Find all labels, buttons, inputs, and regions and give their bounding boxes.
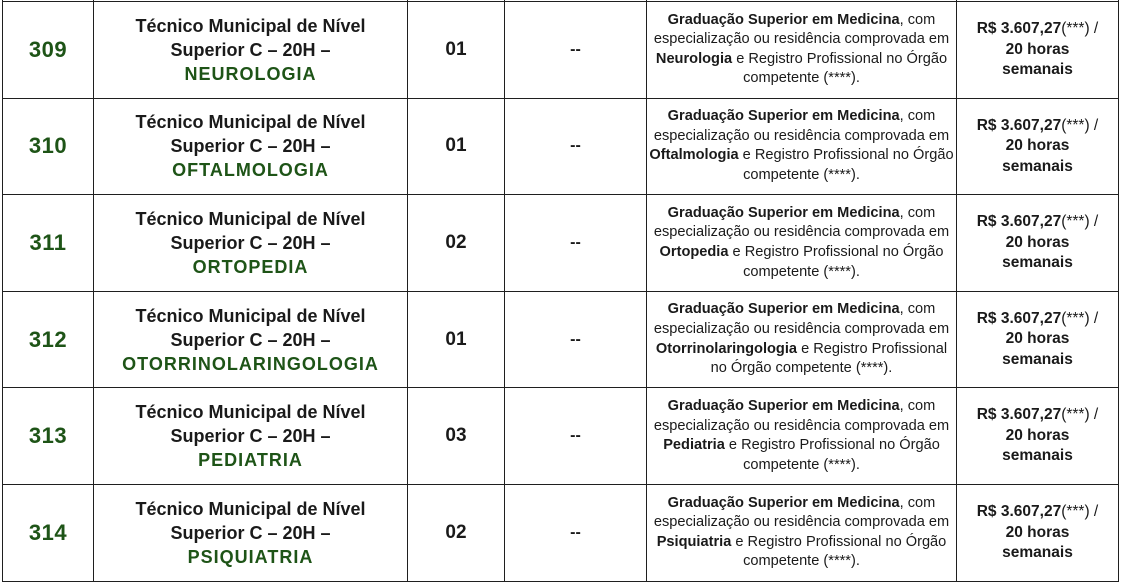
position-title-line1: Técnico Municipal de Nível <box>135 15 366 36</box>
position-title-line1: Técnico Municipal de Nível <box>135 112 366 133</box>
position-code: 312 <box>3 291 94 388</box>
reserve-count: -- <box>505 388 647 485</box>
salary-hours: 20 horas semanais <box>1002 523 1073 562</box>
requirements-prefix: com especialização ou residência comprovada em <box>653 397 950 434</box>
salary <box>957 98 1119 195</box>
vacancies-count: 01 <box>408 98 505 195</box>
requirements-specialty: Oftalmologia <box>649 147 739 164</box>
table-row <box>3 291 1119 388</box>
table-row <box>3 2 1119 99</box>
requirements-specialty: Pediatria <box>663 437 725 454</box>
specialty-name: OFTALMOLOGIA <box>172 160 329 181</box>
salary-value: R$ 3.607,27 <box>976 309 1062 327</box>
salary-value: R$ 3.607,27 <box>976 213 1062 231</box>
requirements: Graduação Superior em Medicina, com especialização ou residência comprovada em Pediatria e Registro Profissional no Órgão competente (****). <box>647 388 957 485</box>
requirements-degree: Graduação Superior em Medicina <box>667 397 900 414</box>
requirements: Graduação Superior em Medicina, com especialização ou residência comprovada em Oftalmologia e Registro Profissional no Órgão competente (****). <box>647 98 957 195</box>
requirements-prefix: com especialização ou residência comprovada em <box>653 204 950 241</box>
specialty-name: PSIQUIATRIA <box>187 546 314 567</box>
position-title-line1: Técnico Municipal de Nível <box>135 498 366 519</box>
reserve-count: -- <box>505 98 647 195</box>
position-code: 314 <box>3 484 94 581</box>
specialty-name: PEDIATRIA <box>198 450 303 471</box>
requirements-specialty: Neurologia <box>655 50 733 67</box>
position-title <box>94 388 408 485</box>
position-title <box>94 195 408 292</box>
requirements-suffix: e Registro Profissional no Órgão competente (****). <box>728 437 940 473</box>
position-title <box>94 484 408 581</box>
position-code: 313 <box>3 388 94 485</box>
requirements-prefix: com especialização ou residência comprovada em <box>653 494 950 531</box>
vacancies-count: 01 <box>408 291 505 388</box>
table-row <box>3 98 1119 195</box>
salary <box>957 291 1119 388</box>
salary-hours: 20 horas semanais <box>1002 40 1073 79</box>
salary-value: R$ 3.607,27 <box>976 20 1062 38</box>
position-title <box>94 2 408 99</box>
requirements: Graduação Superior em Medicina, com especialização ou residência comprovada em Otorrinolaringologia e Registro Profissional no Órgão competente (****). <box>647 291 957 388</box>
salary <box>957 2 1119 99</box>
position-title-line2: Superior C – 20H – <box>170 39 331 60</box>
vacancies-count: 02 <box>408 195 505 292</box>
requirements-degree: Graduação Superior em Medicina <box>667 494 900 511</box>
position-title-line2: Superior C – 20H – <box>170 522 331 543</box>
requirements-prefix: com especialização ou residência comprovada em <box>653 108 950 144</box>
position-title-line1: Técnico Municipal de Nível <box>135 305 366 326</box>
position-title-line2: Superior C – 20H – <box>170 426 331 447</box>
reserve-count: -- <box>505 291 647 388</box>
specialty-name: NEUROLOGIA <box>184 63 317 84</box>
salary-hours: 20 horas semanais <box>1002 137 1073 175</box>
salary-note: (***) / <box>1061 116 1099 134</box>
requirements: Graduação Superior em Medicina, com especialização ou residência comprovada em Ortopedia e Registro Profissional no Órgão competente (****). <box>647 195 957 292</box>
requirements-specialty: Psiquiatria <box>656 533 732 550</box>
salary-note: (***) / <box>1061 503 1099 521</box>
position-title-line2: Superior C – 20H – <box>170 136 331 157</box>
position-title-line2: Superior C – 20H – <box>170 329 331 350</box>
salary-hours: 20 horas semanais <box>1002 426 1073 465</box>
vacancy-table <box>2 0 1119 582</box>
salary <box>957 484 1119 581</box>
position-title-line2: Superior C – 20H – <box>170 232 331 253</box>
salary-note: (***) / <box>1061 213 1099 231</box>
salary <box>957 388 1119 485</box>
requirements-suffix: e Registro Profissional no Órgão competente (****). <box>732 243 944 280</box>
reserve-count: -- <box>505 195 647 292</box>
requirements-suffix: e Registro Profissional no Órgão competente (****). <box>710 340 948 377</box>
position-code: 309 <box>3 2 94 99</box>
requirements-suffix: e Registro Profissional no Órgão competente (****). <box>735 533 947 570</box>
position-code: 311 <box>3 195 94 292</box>
vacancies-count: 02 <box>408 484 505 581</box>
table-row <box>3 484 1119 581</box>
position-title <box>94 98 408 195</box>
table-row <box>3 388 1119 485</box>
specialty-name: OTORRINOLARINGOLOGIA <box>122 353 379 374</box>
salary-hours: 20 horas semanais <box>1002 330 1073 368</box>
vacancies-count: 03 <box>408 388 505 485</box>
position-title-line1: Técnico Municipal de Nível <box>135 208 366 229</box>
requirements-prefix: com especialização ou residência comprovada em <box>653 11 950 48</box>
position-title <box>94 291 408 388</box>
requirements-degree: Graduação Superior em Medicina <box>667 11 900 28</box>
salary <box>957 195 1119 292</box>
position-code: 310 <box>3 98 94 195</box>
table-row <box>3 195 1119 292</box>
reserve-count: -- <box>505 484 647 581</box>
position-title-line1: Técnico Municipal de Nível <box>135 402 366 423</box>
requirements-degree: Graduação Superior em Medicina <box>667 204 900 221</box>
salary-value: R$ 3.607,27 <box>976 503 1062 521</box>
requirements-degree: Graduação Superior em Medicina <box>667 301 900 318</box>
requirements-specialty: Otorrinolaringologia <box>655 340 797 357</box>
reserve-count: -- <box>505 2 647 99</box>
salary-note: (***) / <box>1061 406 1099 424</box>
specialty-name: ORTOPEDIA <box>192 256 309 277</box>
salary-value: R$ 3.607,27 <box>976 406 1062 424</box>
vacancies-count: 01 <box>408 2 505 99</box>
requirements: Graduação Superior em Medicina, com especialização ou residência comprovada em Neurologia e Registro Profissional no Órgão competente (****). <box>647 2 957 99</box>
requirements-specialty: Ortopedia <box>659 243 729 260</box>
salary-hours: 20 horas semanais <box>1002 233 1073 272</box>
requirements-degree: Graduação Superior em Medicina <box>667 108 900 125</box>
requirements-suffix: e Registro Profissional no Órgão competente (****). <box>736 50 948 87</box>
salary-note: (***) / <box>1061 20 1099 38</box>
requirements-suffix: e Registro Profissional no Órgão competente (****). <box>742 147 954 183</box>
salary-note: (***) / <box>1061 309 1099 327</box>
requirements-prefix: com especialização ou residência comprovada em <box>653 301 950 337</box>
requirements: Graduação Superior em Medicina, com especialização ou residência comprovada em Psiquiatria e Registro Profissional no Órgão competente (****). <box>647 484 957 581</box>
salary-value: R$ 3.607,27 <box>976 116 1062 134</box>
